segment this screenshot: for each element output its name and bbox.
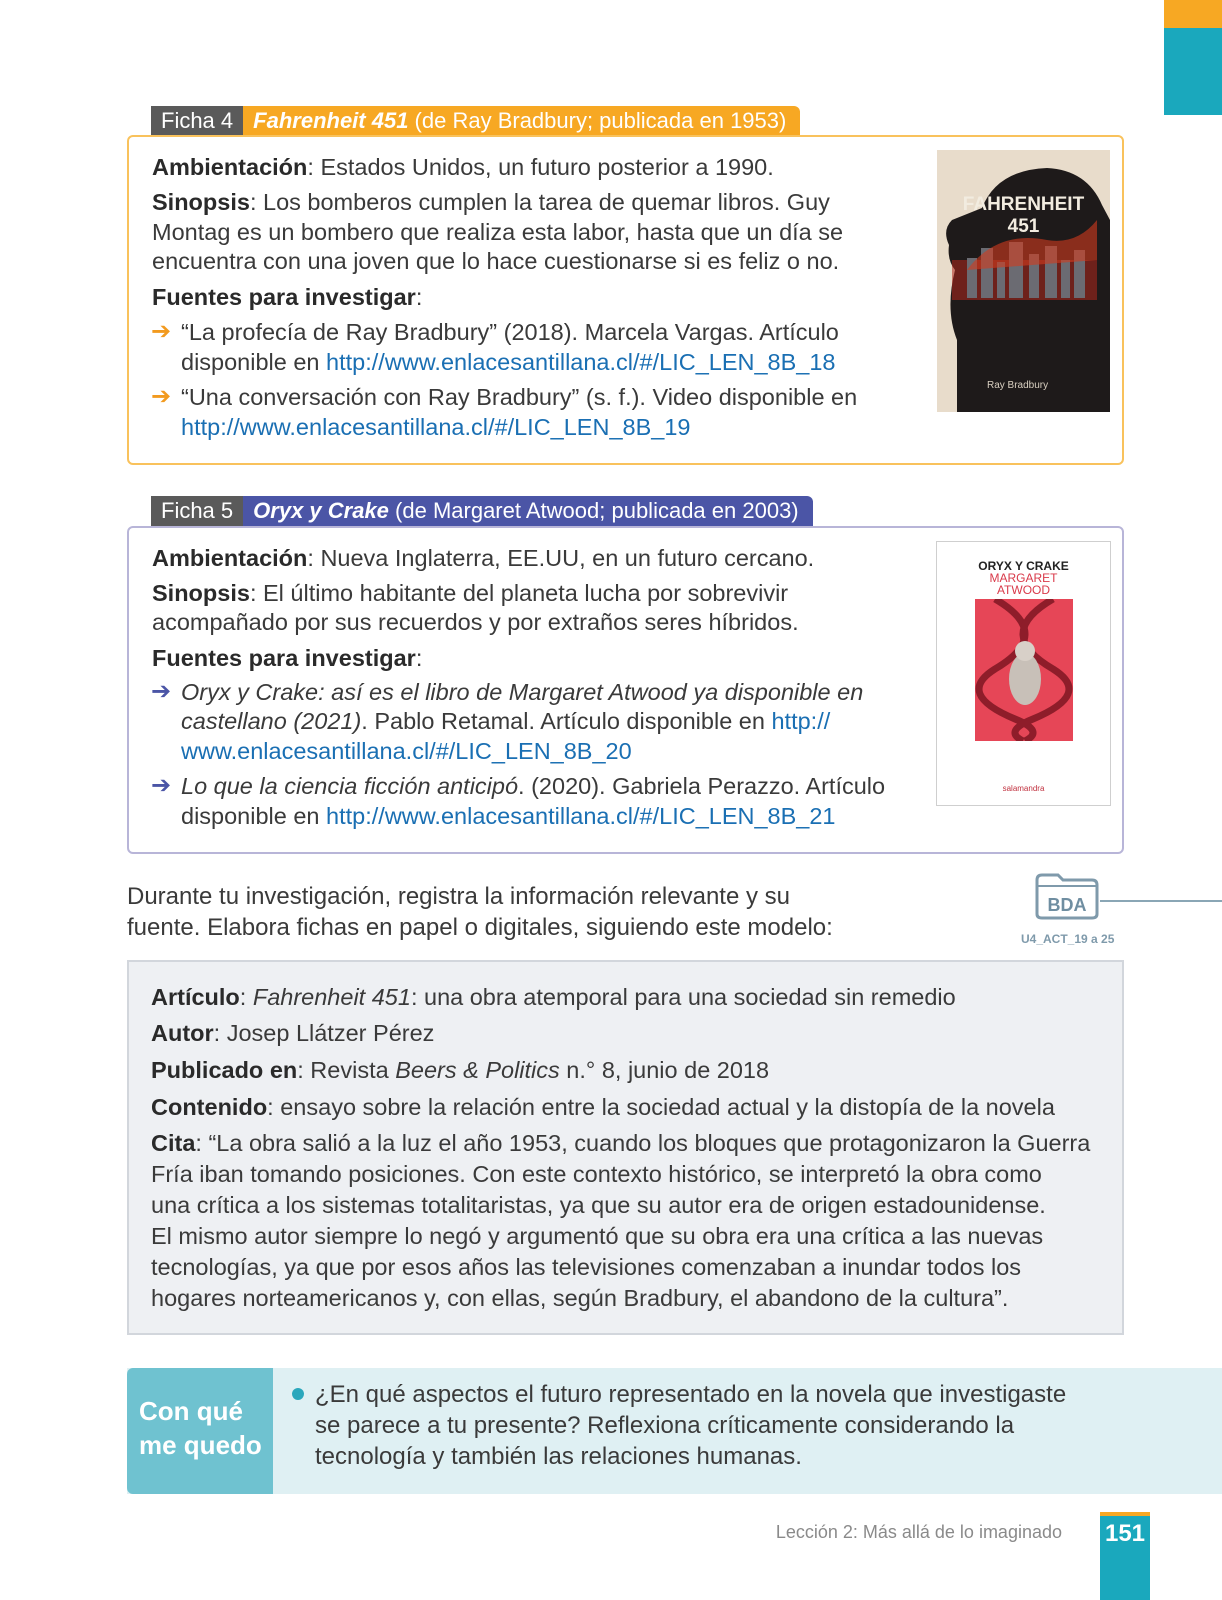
page-number: 151	[1104, 1520, 1146, 1547]
head-silhouette-icon	[937, 150, 1110, 412]
ficha-5-link-21[interactable]: http://www.enlacesantillana.cl/#/LIC_LEN_8B_21	[326, 803, 836, 829]
ficha-4-title: Fahrenheit 451 (de Ray Bradbury; publicada en 1953)	[243, 106, 800, 136]
model-publicado: Publicado en: Revista Beers & Politics n.° 8, junio de 2018	[151, 1057, 770, 1083]
oryx-cover-text: ORYX Y CRAKE MARGARET ATWOOD	[978, 559, 1069, 597]
arrow-icon: ➔	[151, 318, 172, 345]
reflection-line-2: se parece a tu presente? Reflexiona críticamente considerando la	[315, 1412, 1015, 1439]
ficha-5-fuentes-label: Fuentes para investigar:	[152, 645, 423, 671]
bda-code: U4_ACT_19 a 25	[1021, 932, 1115, 946]
model-cita-4: El mismo autor siempre lo negó y argumentó que su obra era una crítica a las nuevas	[151, 1223, 1044, 1249]
ficha-4-fuentes-label: Fuentes para investigar:	[152, 284, 423, 310]
ficha-4-ambientacion: Ambientación: Estados Unidos, un futuro posterior a 1990.	[152, 154, 774, 180]
fahrenheit-cover-author: Ray Bradbury	[987, 380, 1049, 391]
ficha-5-source-2-b: disponible en http://www.enlacesantillana.cl/#/LIC_LEN_8B_21	[181, 803, 836, 829]
ficha-5-title: Oryx y Crake (de Margaret Atwood; publicada en 2003)	[243, 496, 812, 526]
ficha-4-source-1-b: disponible en http://www.enlacesantillana.cl/#/LIC_LEN_8B_18	[181, 349, 836, 375]
ficha-5-sinopsis-2: acompañado por sus recuerdos y por extraños seres híbridos.	[152, 609, 799, 635]
ficha-4-source-2-a: “Una conversación con Ray Bradbury” (s. f.). Video disponible en	[181, 384, 858, 410]
ficha-5-ambientacion: Ambientación: Nueva Inglaterra, EE.UU, en un futuro cercano.	[152, 545, 815, 571]
intro-line-2: fuente. Elabora fichas en papel o digitales, siguiendo este modelo:	[127, 914, 833, 941]
fahrenheit-cover-image	[937, 150, 1110, 412]
reflection-label: Con qué me quedo	[127, 1368, 273, 1494]
ficha-4-link-19[interactable]: http://www.enlacesantillana.cl/#/LIC_LEN_8B_19	[181, 414, 691, 440]
arrow-icon: ➔	[151, 678, 172, 705]
bda-connector-line	[1100, 900, 1222, 902]
ficha-5-source-1-c	[181, 736, 632, 766]
ficha-5-sinopsis-1: Sinopsis: El último habitante del planeta lucha por sobrevivir	[152, 580, 789, 606]
ficha-5-tag	[151, 496, 813, 526]
ficha-4-sinopsis-1: Sinopsis: Los bomberos cumplen la tarea de quemar libros. Guy	[152, 189, 830, 215]
ficha-4-sinopsis-3: encuentra con una joven que lo hace cuestionarse si es feliz o no.	[152, 248, 840, 274]
arrow-icon: ➔	[151, 383, 172, 410]
oryx-cover-image	[936, 541, 1111, 806]
model-contenido: Contenido: ensayo sobre la relación entre la sociedad actual y la distopía de la novela	[151, 1094, 1055, 1120]
corner-tab-orange	[1164, 0, 1222, 28]
model-articulo: Artículo: Fahrenheit 451: una obra atemporal para una sociedad sin remedio	[151, 984, 956, 1010]
model-cita-6: hogares norteamericanos y, con ellas, según Bradbury, el abandono de la cultura”.	[151, 1285, 1009, 1311]
intro-line-1: Durante tu investigación, registra la información relevante y su	[127, 883, 790, 910]
ficha-5-source-1-b: castellano (2021). Pablo Retamal. Artículo disponible en http://	[181, 708, 831, 734]
ficha-5-source-2-a: Lo que la ciencia ficción anticipó. (2020). Gabriela Perazzo. Artículo	[181, 773, 886, 799]
ficha-5-source-1-a: Oryx y Crake: así es el libro de Margaret Atwood ya disponible en	[181, 679, 864, 705]
reflection-line-3: tecnología y también las relaciones humanas.	[315, 1443, 802, 1470]
model-cita-2: Fría iban tomando posiciones. Con este contexto histórico, se interpretó la obra como	[151, 1161, 1042, 1187]
bda-label: BDA	[1047, 895, 1087, 915]
page-number-tab	[1100, 1512, 1150, 1600]
ficha-4-source-2-b	[181, 412, 690, 442]
ficha-4-number: Ficha 4	[151, 106, 243, 136]
model-cita-3: una crítica a los sistemas totalitaristas, ya que su autor era de origen estadounidense.	[151, 1192, 1046, 1218]
reflection-line-1: ¿En qué aspectos el futuro representado en la novela que investigaste	[315, 1381, 1067, 1408]
ficha-5-number: Ficha 5	[151, 496, 243, 526]
footer-lesson: Lección 2: Más allá de lo imaginado	[775, 1522, 1062, 1542]
arrow-icon: ➔	[151, 772, 172, 799]
model-autor: Autor: Josep Llátzer Pérez	[151, 1020, 435, 1046]
ficha-5-link-20-a[interactable]: http://	[771, 708, 831, 734]
model-cita-5: tecnologías, ya que por esos años las televisiones comenzaban a inundar todos los	[151, 1254, 1022, 1280]
ficha-5-link-20-b[interactable]: www.enlacesantillana.cl/#/LIC_LEN_8B_20	[181, 738, 632, 764]
helix-animal-icon	[975, 599, 1073, 741]
corner-tab-teal	[1164, 28, 1222, 115]
ficha-4-tag	[151, 106, 800, 136]
ficha-4-sinopsis-2: Montag es un bombero que realiza esta labor, hasta que un día se	[152, 219, 844, 245]
fahrenheit-cover-title: FAHRENHEIT 451	[962, 194, 1085, 237]
ficha-4-source-1-a: “La profecía de Ray Bradbury” (2018). Marcela Vargas. Artículo	[181, 319, 839, 345]
oryx-cover-publisher: salamandra	[1002, 784, 1045, 793]
ficha-4-link-18[interactable]: http://www.enlacesantillana.cl/#/LIC_LEN_8B_18	[326, 349, 836, 375]
folder-icon[interactable]	[1034, 870, 1100, 920]
bullet-icon	[292, 1388, 304, 1400]
model-cita-1: Cita: “La obra salió a la luz el año 1953, cuando los bloques que protagonizaron la Guerra	[151, 1130, 1091, 1156]
